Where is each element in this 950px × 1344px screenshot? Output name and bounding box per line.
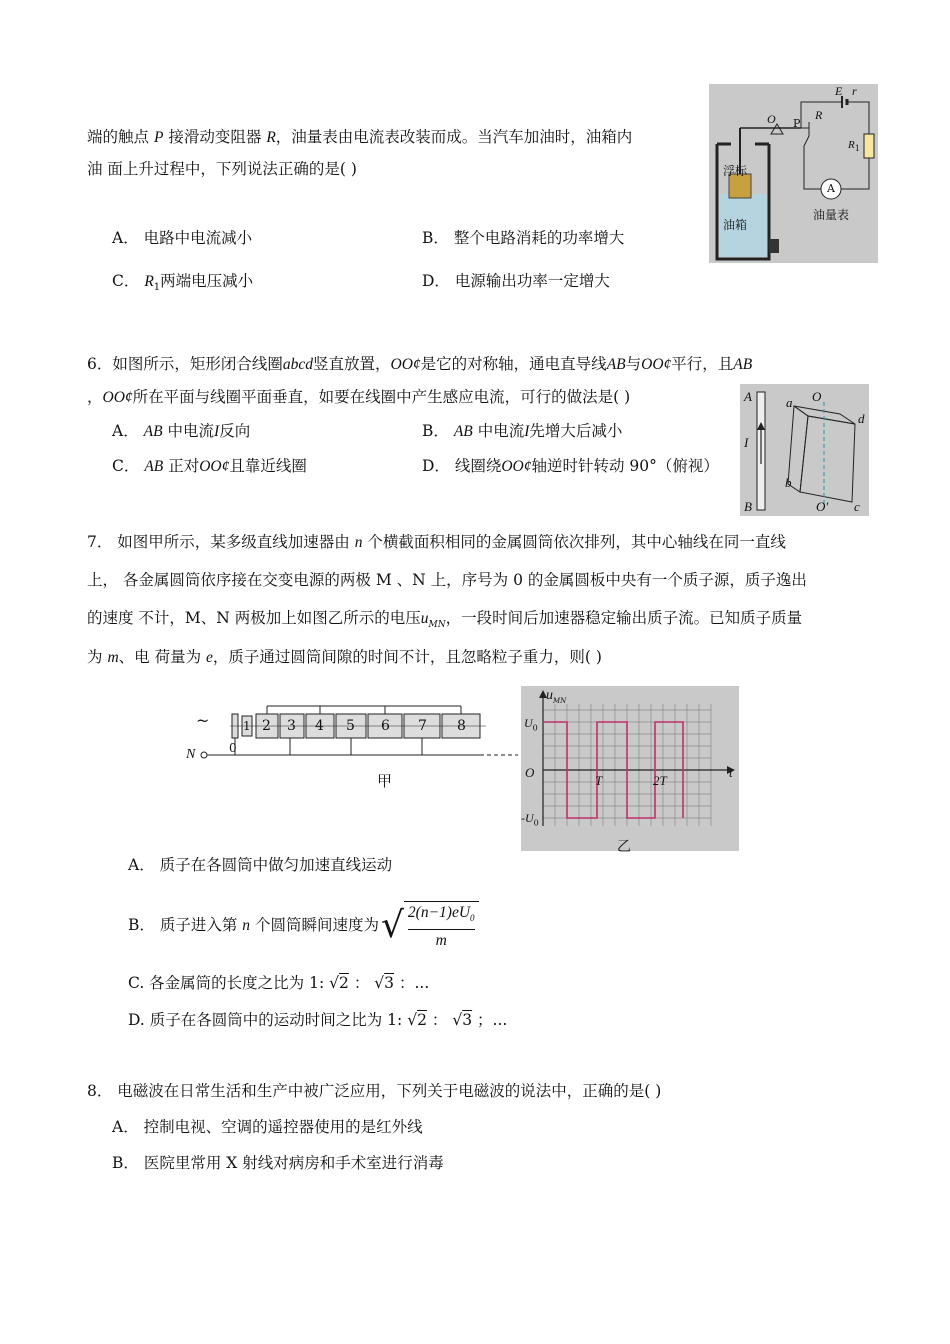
var-r1: R (144, 273, 154, 290)
var-m: m (107, 649, 119, 666)
label-B: B (744, 499, 752, 514)
ac-source-tilde: ~ (196, 711, 210, 730)
option-text: 正对 (168, 457, 200, 475)
option-text: 中电流 (167, 422, 215, 440)
option-text: 反向 (219, 422, 251, 440)
tube-label-1: 1 (243, 719, 251, 733)
label-2T: 2T (653, 773, 667, 788)
ylabel-sub: MN (553, 696, 567, 705)
q5-stem-line2: 油 面上升过程中，下列说法正确的是( ) (87, 160, 357, 178)
var-r: R (266, 129, 276, 146)
var-ab: AB (606, 356, 626, 373)
q6-text: 6．如图所示，矩形闭合线圈 (87, 355, 283, 373)
option-text: B． 质子进入第 (128, 916, 238, 934)
radical-sign: √ (380, 905, 404, 947)
q5-option-c (112, 270, 253, 299)
u0-letter: U (524, 716, 533, 730)
var-oo: OO¢ (641, 356, 672, 373)
var-u: u (420, 610, 429, 627)
tube-label-8: 8 (457, 718, 466, 734)
numerator-text: 2(n−1)eU (407, 903, 471, 921)
label-N: N (186, 747, 196, 762)
option-text: 先增大后减小 (529, 422, 623, 440)
label-a: a (786, 395, 793, 410)
q7-text: 的速度 不计，M、N 两极加上如图乙所示的电压 (87, 609, 421, 627)
q5-text: 端的触点 (87, 128, 150, 146)
q7-text: ，一段时间后加速器稳定输出质子流。已知质子质量 (445, 609, 803, 627)
var-oo: OO¢ (199, 458, 230, 475)
q6-option-c (112, 455, 307, 478)
label-d: d (858, 411, 865, 426)
q6-text: 所在平面与线圈平面垂直，如要在线圈中产生感应电流，可行的做法是( ) (132, 388, 631, 406)
tube-label-5: 5 (346, 718, 355, 734)
label-r: R (815, 108, 823, 122)
label-meter: 油量表 (813, 208, 850, 222)
fuel-gauge-figure (709, 84, 878, 263)
var-e: e (206, 649, 213, 666)
label-float: 浮标 (723, 164, 748, 178)
wire-right (847, 102, 869, 134)
q5-text: 接滑动变阻器 (168, 128, 262, 146)
tube-label-2: 2 (262, 718, 271, 734)
q5-option-d: D． 电源输出功率一定增大 (422, 272, 610, 290)
outlet (769, 239, 779, 253)
root-2: 2 (417, 1011, 427, 1029)
q5-stem-line1 (87, 126, 632, 149)
var-ab: AB (143, 423, 163, 440)
option-prefix: C． (112, 272, 140, 290)
q6-option-a (112, 420, 250, 443)
label-t: t (729, 765, 733, 780)
label-O: O (812, 389, 822, 404)
q7-text: 、电 荷量为 (118, 648, 202, 666)
q6-stem-line2 (87, 386, 630, 409)
tube-label-7: 7 (418, 718, 427, 734)
q5-text: ，油量表由电流表改装而成。当汽车加油时，油箱内 (275, 128, 633, 146)
neg-u0-sub: 0 (533, 818, 539, 828)
option-text: 个圆筒瞬间速度为 (254, 916, 379, 934)
var-ab: AB (144, 458, 164, 475)
q7-text: ，质子通过圆筒间隙的时间不计，且忽略粒子重力，则( ) (212, 648, 602, 666)
q5-option-a: A． 电路中电流减小 (112, 229, 253, 247)
q6-option-b (422, 420, 622, 443)
option-prefix: C (128, 974, 140, 992)
q6-stem-line1 (87, 353, 752, 376)
var-i: I (214, 423, 220, 440)
subscript: 1 (153, 282, 161, 294)
option-prefix: D． 线圈绕 (422, 457, 502, 475)
coil-face (800, 416, 855, 502)
label-o: O (767, 112, 776, 126)
var-i: I (524, 423, 530, 440)
tube-label-4: 4 (315, 718, 324, 734)
caption-jia: 甲 (377, 772, 393, 790)
var-oo: OO¢ (390, 356, 421, 373)
label-I: I (744, 435, 749, 450)
wire-bottom (841, 158, 869, 189)
ellipsis: ：... (398, 974, 430, 992)
coil-diagram (740, 384, 869, 516)
tube-label-3: 3 (287, 718, 296, 734)
label-b: b (785, 475, 792, 490)
label-r1 (848, 134, 860, 160)
q6-text: ， (87, 388, 103, 406)
r1-letter: R (848, 139, 855, 151)
q5-option-b: B． 整个电路消耗的功率增大 (422, 229, 625, 247)
label-a: A (827, 182, 835, 195)
q7-stem-line1 (87, 531, 786, 554)
q7-option-c: C. 各金属筒的长度之比为 1: √2 ： √3 ：... (128, 974, 430, 992)
var-p: P (153, 129, 164, 146)
separator: ： (431, 1011, 448, 1029)
option-text: 且靠近线圈 (229, 457, 307, 475)
subscript: MN (428, 620, 446, 631)
q7-stem-line4 (87, 646, 602, 669)
caption-yi: 乙 (617, 839, 631, 855)
resistor-r1 (864, 134, 874, 158)
coil-top (794, 406, 855, 424)
q7-option-b (128, 900, 479, 950)
option-prefix: C． (112, 457, 140, 475)
q7-text: 个横截面积相同的金属圆筒依次排列，其中心轴线在同一直线 (367, 533, 786, 551)
label-u0 (524, 712, 538, 739)
var-ab: AB (733, 356, 753, 373)
q7-text: 7． 如图甲所示，某多级直线加速器由 (87, 533, 350, 551)
ylabel (546, 684, 566, 712)
separator: ： (353, 974, 370, 992)
label-e: E (835, 84, 843, 98)
numerator-sub: 0 (470, 912, 475, 923)
q7-option-d: D. 质子在各圆筒中的运动时间之比为 1: √2 ： √3 ；... (128, 1011, 508, 1029)
var-ab: AB (453, 423, 473, 440)
coil-figure (740, 384, 869, 516)
option-prefix: A． (112, 422, 139, 440)
label-c: c (854, 499, 860, 514)
terminal-n (201, 752, 207, 758)
r1-sub: 1 (854, 144, 860, 154)
q8-option-b: B． 医院里常用 X 射线对病房和手术室进行消毒 (112, 1154, 444, 1172)
root-3: 3 (384, 974, 395, 992)
root-3: 3 (462, 1011, 473, 1029)
q7-stem-line2: 上， 各金属圆筒依序接在交变电源的两极 M 、N 上，序号为 0 的金属圆板中央有一个质子源，质子逸出 (87, 571, 807, 589)
q6-option-d (422, 455, 719, 478)
option-prefix: D (128, 1011, 140, 1029)
var-abcd: abcd (282, 356, 314, 373)
var-n: n (242, 917, 251, 934)
accelerator-figure (180, 700, 520, 800)
q6-text: 与 (625, 355, 642, 373)
q6-text: 竖直放置， (313, 355, 391, 373)
label-p: P (793, 117, 801, 130)
root-2: 2 (339, 974, 349, 992)
u0-sub: 0 (532, 723, 538, 733)
q7-stem-line3 (87, 607, 802, 636)
option-text: 质子在各圆筒中的运动时间之比为 1: (149, 1011, 408, 1029)
q6-text: 平行，且 (671, 355, 734, 373)
var-oo: OO¢ (102, 389, 133, 406)
option-text: 各金属筒的长度之比为 1: (149, 974, 330, 992)
wire-left (804, 122, 821, 189)
voltage-figure (521, 686, 739, 855)
q7-option-a: A． 质子在各圆筒中做匀加速直线运动 (128, 856, 393, 874)
ylabel-u: u (546, 688, 553, 703)
sqrt-expression (381, 900, 479, 952)
fraction-denominator: m (435, 931, 447, 949)
option-text: 两端电压减小 (160, 272, 254, 290)
q8-stem: 8． 电磁波在日常生活和生产中被广泛应用，下列关于电磁波的说法中，正确的是( ) (87, 1082, 662, 1100)
q8-option-a: A． 控制电视、空调的遥控器使用的是红外线 (112, 1118, 423, 1136)
label-origin: O (525, 765, 535, 780)
option-text: 中电流 (477, 422, 525, 440)
label-T: T (595, 773, 603, 788)
var-oo: OO¢ (501, 458, 532, 475)
fraction (404, 901, 479, 952)
label-neg-u0 (521, 807, 539, 834)
option-text: 轴逆时针转动 90°（俯视） (531, 457, 719, 475)
tube-label-0: 0 (229, 741, 237, 755)
var-n: n (354, 534, 363, 551)
label-O-prime: O′ (816, 499, 829, 514)
option-prefix: B． (422, 422, 449, 440)
label-tank: 油箱 (723, 218, 748, 232)
fraction-numerator (408, 902, 475, 930)
ellipsis: ；... (477, 1011, 508, 1029)
label-A: A (744, 389, 752, 404)
neg-u0-letter: -U (521, 811, 534, 825)
q6-text: 是它的对称轴，通电直导线 (420, 355, 607, 373)
label-r-small: r (852, 84, 857, 98)
tube-label-6: 6 (381, 718, 390, 734)
q7-text: 为 (87, 648, 103, 666)
